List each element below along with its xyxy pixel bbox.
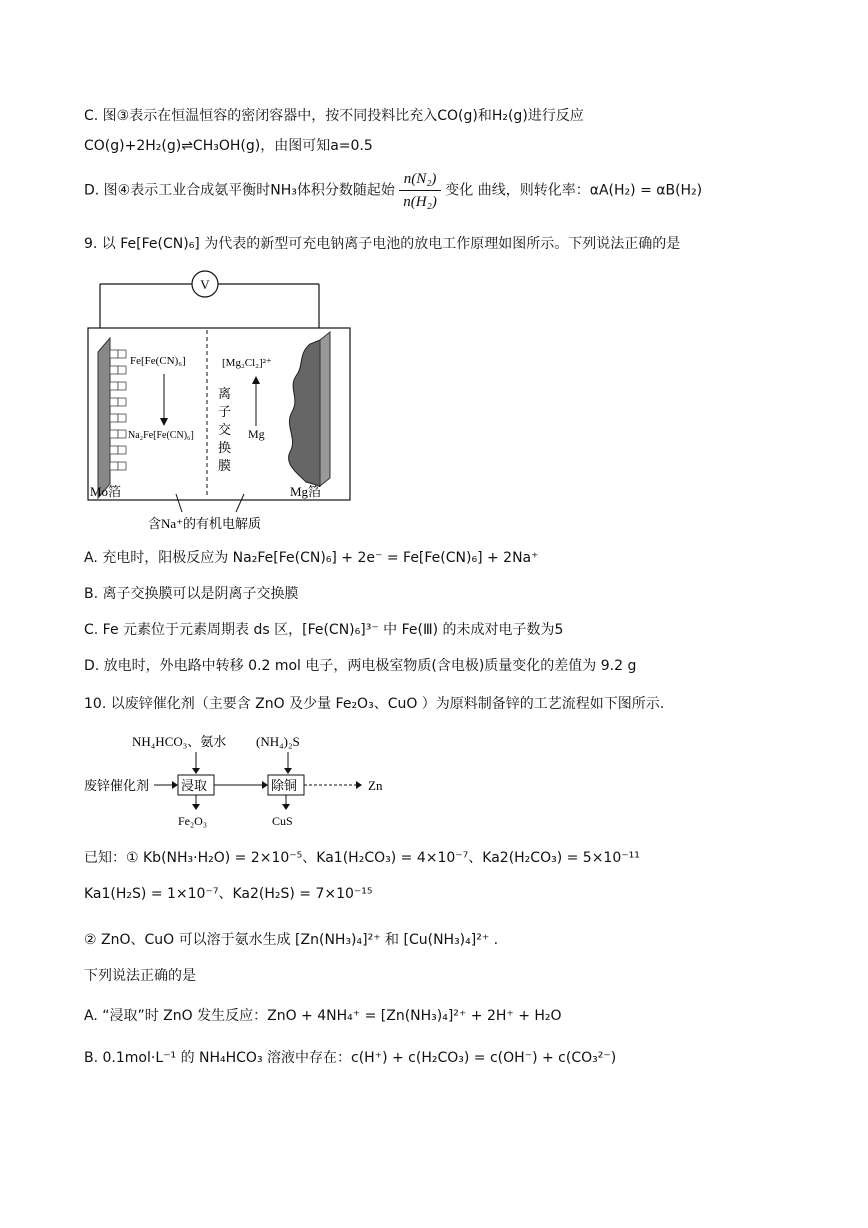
q9-option-a: A. 充电时，阳极反应为 Na₂Fe[Fe(CN)₆] + 2e⁻ = Fe[Fe(CN)₆] + 2Na⁺ [84, 550, 539, 566]
arrow-right-icon [262, 781, 268, 789]
mo-foil-label: Mo箔 [90, 484, 122, 499]
flow-residue-2: CuS [272, 814, 293, 828]
q8-option-d-suffix: 变化 曲线，则转化率：αA(H₂) = αB(H₂) [445, 182, 703, 199]
membrane-char-1: 离 [218, 386, 232, 401]
process-flow-diagram [84, 728, 414, 832]
membrane-char-2: 子 [218, 404, 232, 419]
q9-stem: 9. 以 Fe[Fe(CN)₆] 为代表的新型可充电钠离子电池的放电工作原理如图所示。下列说法正确的是 [84, 236, 681, 252]
q9-option-c: C. Fe 元素位于元素周期表 ds 区，[Fe(CN)₆]³⁻ 中 Fe(Ⅲ) 的未成对电子数为5 [84, 622, 564, 638]
right-top-species: [Mg₂Cl₂]²⁺ [222, 357, 272, 369]
left-bottom-species: Na₂Fe[Fe(CN)₆] [128, 430, 194, 441]
membrane-char-4: 换 [218, 440, 232, 455]
fraction-numerator: n(N₂) [399, 168, 441, 191]
fraction-denominator: n(H₂) [403, 194, 437, 210]
left-top-species: Fe[Fe(CN)₆] [130, 355, 186, 367]
q8-option-d [84, 168, 702, 216]
right-bottom-species: Mg [248, 427, 265, 441]
q8-option-d-prefix: D. 图④表示工业合成氨平衡时NH₃体积分数随起始 [84, 182, 395, 199]
mo-foil-electrode [98, 338, 110, 498]
q10-stem: 10. 以废锌催化剂（主要含 ZnO 及少量 Fe₂O₃、CuO ）为原料制备锌的工艺流程如下图所示. [84, 696, 665, 712]
flow-step-2: 除铜 [271, 778, 298, 793]
q9-option-d: D. 放电时，外电路中转移 0.2 mol 电子，两电极室物质(含电极)质量变化的差值为 9.2 g [84, 658, 637, 674]
q10-ask: 下列说法正确的是 [84, 968, 196, 984]
voltmeter-label: V [200, 277, 210, 292]
arrow-right-icon [356, 781, 362, 789]
q10-option-b: B. 0.1mol·L⁻¹ 的 NH₄HCO₃ 溶液中存在：c(H⁺) + c(H₂CO₃) = c(OH⁻) + c(CO₃²⁻) [84, 1050, 617, 1066]
q8-option-c-line2: CO(g)+2H₂(g)⇌CH₃OH(g)，由图可知a=0.5 [84, 138, 373, 154]
q10-known-3: ② ZnO、CuO 可以溶于氨水生成 [Zn(NH₃)₄]²⁺ 和 [Cu(NH₃)₄]²⁺ . [84, 932, 499, 948]
q10-option-a: A. “浸取”时 ZnO 发生反应：ZnO + 4NH₄⁺ = [Zn(NH₃)₄]²⁺ + 2H⁺ + H₂O [84, 1008, 562, 1024]
q9-option-b: B. 离子交换膜可以是阴离子交换膜 [84, 586, 299, 602]
mg-foil-electrode [320, 332, 330, 486]
electrolyte-label: 含Na⁺的有机电解质 [148, 516, 262, 531]
flow-input: 废锌催化剂 [84, 778, 150, 793]
flow-reagent-2: (NH₄)₂S [256, 734, 300, 749]
q10-known-2: Ka1(H₂S) = 1×10⁻⁷、Ka2(H₂S) = 7×10⁻¹⁵ [84, 886, 373, 902]
battery-diagram [84, 266, 354, 538]
arrow-down-icon [192, 804, 200, 810]
mg-foil-label: Mg箔 [290, 484, 322, 499]
membrane-char-5: 膜 [218, 458, 232, 473]
flow-residue-1: Fe₂O₃ [178, 814, 208, 828]
arrow-down-icon [284, 768, 292, 774]
arrow-down-icon [282, 804, 290, 810]
q10-known-1: 已知：① Kb(NH₃·H₂O) = 2×10⁻⁵、Ka1(H₂CO₃) = 4×10⁻⁷、Ka2(H₂CO₃) = 5×10⁻¹¹ [84, 850, 640, 866]
q8-option-c-line1: C. 图③表示在恒温恒容的密闭容器中，按不同投料比充入CO(g)和H₂(g)进行反应 [84, 108, 584, 124]
flow-output: Zn [368, 778, 383, 793]
flow-reagent-1: NH₄HCO₃、氨水 [132, 734, 227, 749]
q8-option-d-fraction [399, 168, 441, 213]
arrow-right-icon [172, 781, 178, 789]
flow-step-1: 浸取 [181, 778, 208, 793]
arrow-down-icon [192, 768, 200, 774]
membrane-char-3: 交 [218, 422, 232, 437]
